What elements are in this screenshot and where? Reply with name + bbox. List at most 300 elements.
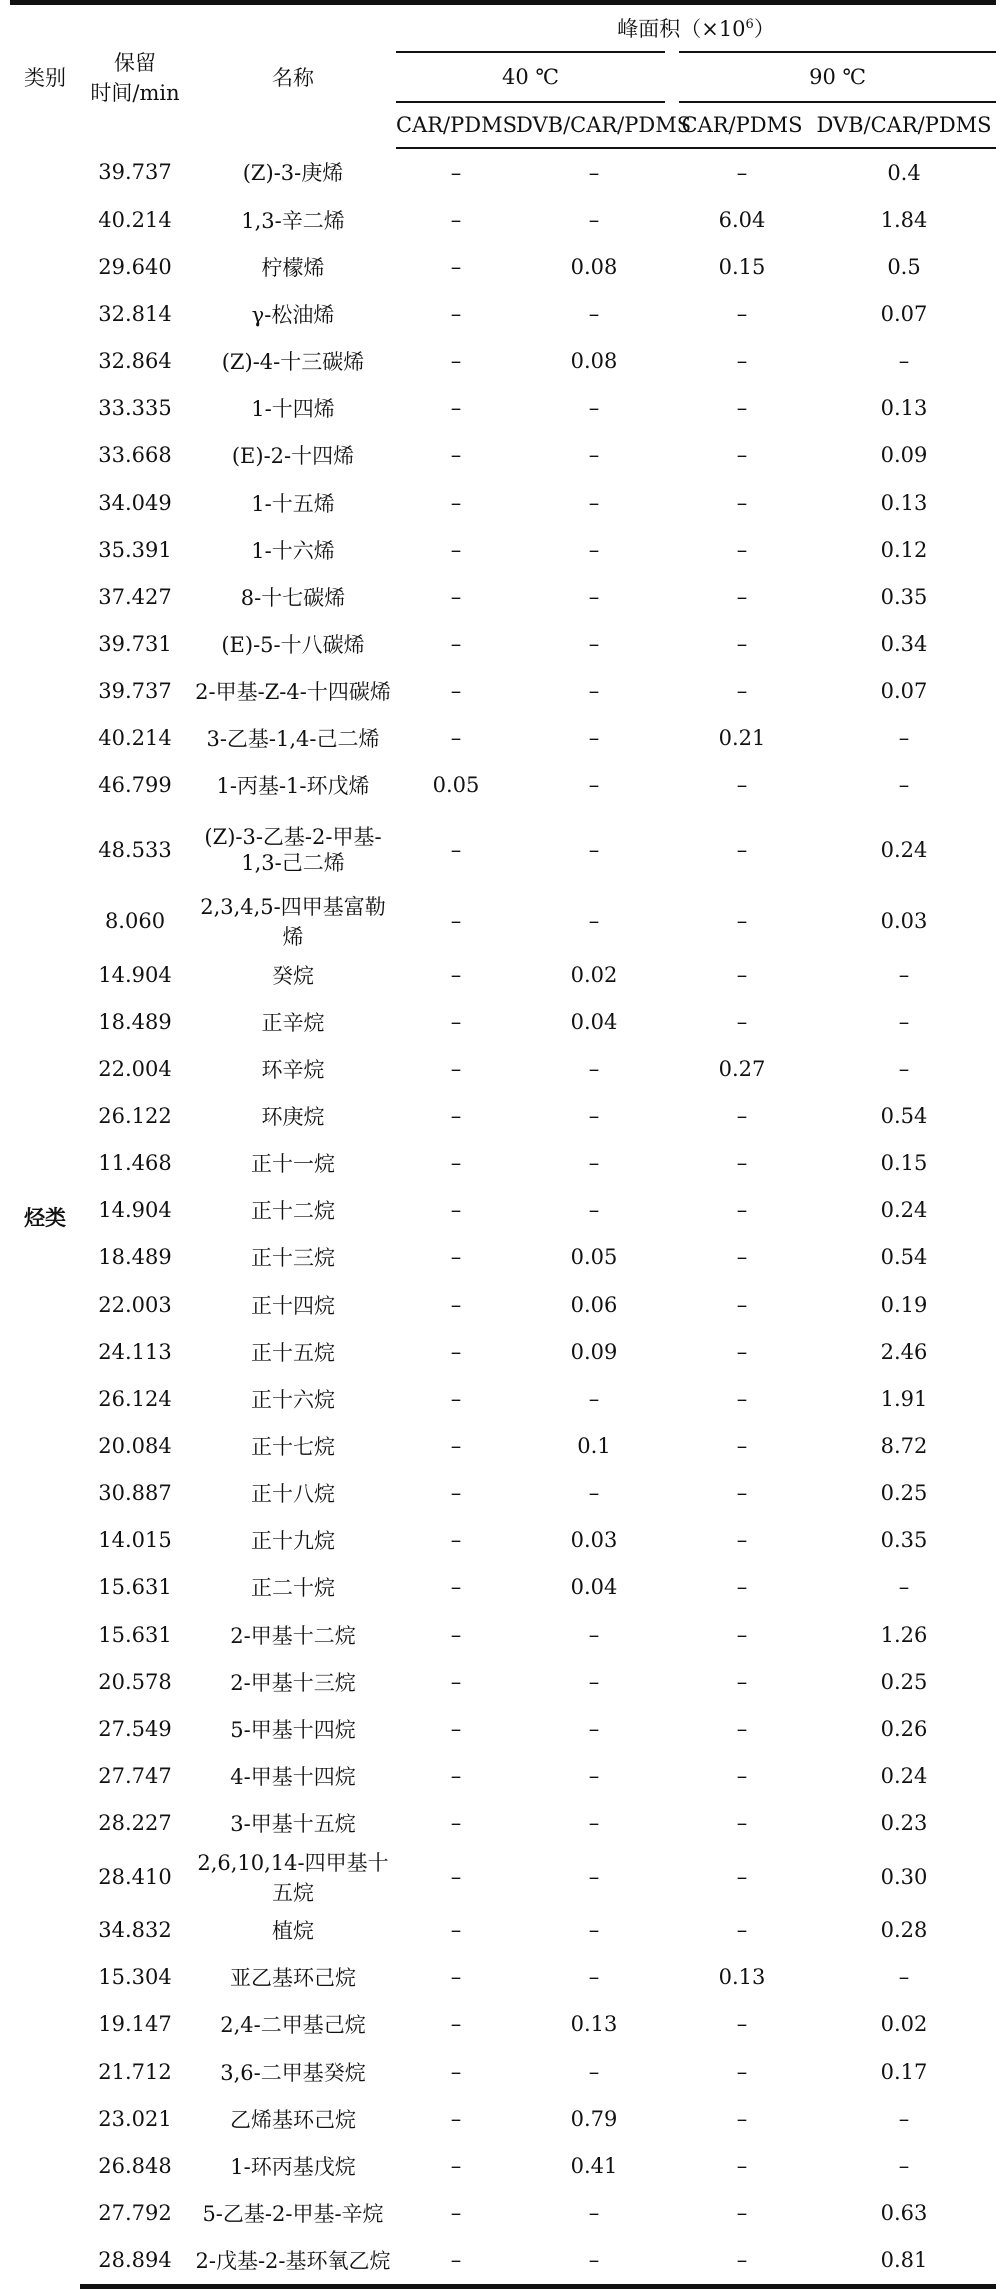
table-row <box>10 2001 996 2048</box>
header-name: 名称 <box>190 3 396 149</box>
peak-area-cell: – <box>736 1292 748 1317</box>
peak-area-cell: 0.30 <box>880 1864 928 1889</box>
retention-time-cell: 34.832 <box>98 1918 172 1943</box>
peak-area-cell: – <box>588 726 600 751</box>
retention-time-cell: 28.410 <box>98 1864 172 1889</box>
peak-area-cell: – <box>450 1622 462 1647</box>
peak-area-cell: – <box>588 1103 600 1128</box>
peak-area-cell: 8.72 <box>880 1433 928 1458</box>
retention-time-cell: 35.391 <box>98 537 172 562</box>
peak-area-cell: – <box>588 1965 600 1990</box>
table-row <box>10 2142 996 2189</box>
peak-area-cell: 0.13 <box>880 490 928 515</box>
retention-time-cell: 37.427 <box>98 584 172 609</box>
retention-time-cell: 27.792 <box>98 2201 172 2226</box>
compound-name-line: 2-甲基十三烷 <box>230 1670 356 1695</box>
peak-area-cell: – <box>450 631 462 656</box>
peak-area-cell: – <box>450 908 462 933</box>
table-row <box>10 1564 996 1611</box>
peak-area-cell: – <box>898 1965 910 1990</box>
retention-time-cell: 40.214 <box>98 726 172 751</box>
retention-time-cell: 39.731 <box>98 631 172 656</box>
compound-name-line: 正十三烷 <box>251 1246 335 1271</box>
peak-area-cell: 0.07 <box>880 679 928 704</box>
peak-area-cell: – <box>736 349 748 374</box>
peak-area-cell: – <box>450 1386 462 1411</box>
peak-area-cell: – <box>450 2106 462 2131</box>
peak-area-cell: – <box>898 1056 910 1081</box>
peak-area-cell: – <box>450 1918 462 1943</box>
compound-name-cell <box>190 1375 396 1422</box>
compound-name-line: 正十九烷 <box>251 1529 335 1554</box>
peak-area-cell: – <box>450 1528 462 1553</box>
peak-area-cell: 0.24 <box>880 837 928 862</box>
compound-name-cell <box>190 1092 396 1139</box>
compound-name-line: 1-十六烯 <box>251 538 335 563</box>
peak-area-cell: – <box>588 1481 600 1506</box>
peak-area-cell: – <box>736 1622 748 1647</box>
peak-area-cell: – <box>588 301 600 326</box>
peak-area-cell: 0.08 <box>570 349 618 374</box>
compound-name-cell <box>190 1470 396 1517</box>
table-row <box>10 1187 996 1234</box>
peak-area-cell: – <box>450 1292 462 1317</box>
compound-name-cell <box>190 1517 396 1564</box>
peak-area-cell: – <box>588 584 600 609</box>
peak-area-cell: – <box>898 349 910 374</box>
peak-area-cell: 0.15 <box>880 1151 928 1176</box>
peak-area-cell: – <box>588 679 600 704</box>
compound-name-cell <box>190 2095 396 2142</box>
compound-name-line: 正十五烷 <box>251 1340 335 1365</box>
table-row <box>10 1140 996 1187</box>
header-retention-time: 保留 时间/min <box>80 3 190 149</box>
peak-area-cell: 1.26 <box>880 1622 928 1647</box>
peak-area-cell: – <box>736 1386 748 1411</box>
peak-area-cell: – <box>736 1763 748 1788</box>
compound-name-line: 正十七烷 <box>251 1434 335 1459</box>
compound-name-line: γ-松油烯 <box>251 302 335 327</box>
peak-area-cell: – <box>588 396 600 421</box>
retention-time-cell: 21.712 <box>98 2059 172 2084</box>
peak-area-cell: 0.19 <box>880 1292 928 1317</box>
retention-time-cell: 22.003 <box>98 1292 172 1317</box>
table-row <box>10 951 996 998</box>
peak-area-cell: – <box>736 631 748 656</box>
compound-name-line: 正十八烷 <box>251 1482 335 1507</box>
peak-area-cell: – <box>736 2106 748 2131</box>
peak-area-cell: 0.05 <box>432 773 480 798</box>
compound-name-cell <box>190 1907 396 1954</box>
peak-area-cell: – <box>588 2059 600 2084</box>
retention-time-cell: 14.015 <box>98 1528 172 1553</box>
retention-time-cell: 19.147 <box>98 2012 172 2037</box>
compound-table <box>10 0 996 2289</box>
peak-area-cell: 0.23 <box>880 1811 928 1836</box>
compound-name-cell <box>190 2142 396 2189</box>
peak-area-cell: – <box>588 1811 600 1836</box>
peak-area-cell: – <box>736 2201 748 2226</box>
compound-name-line: (Z)-4-十三碳烯 <box>221 350 365 375</box>
peak-area-cell: 0.34 <box>880 631 928 656</box>
peak-area-cell: – <box>396 2237 516 2287</box>
peak-area-cell: – <box>450 2059 462 2084</box>
compound-name-cell <box>190 1800 396 1847</box>
table-body <box>10 148 996 2286</box>
peak-area-cell: 0.27 <box>718 1056 766 1081</box>
peak-area-cell: 0.21 <box>718 726 766 751</box>
peak-area-cell: – <box>736 443 748 468</box>
peak-area-cell: – <box>588 1918 600 1943</box>
compound-name-cell <box>190 620 396 667</box>
compound-name-cell <box>190 1234 396 1281</box>
compound-name-cell <box>190 338 396 385</box>
peak-area-cell: – <box>588 537 600 562</box>
table-row <box>10 1907 996 1954</box>
peak-area-cell: – <box>588 1386 600 1411</box>
table-row <box>10 2048 996 2095</box>
peak-area-cell: – <box>588 1763 600 1788</box>
table-row <box>10 338 996 385</box>
retention-time-cell: 32.814 <box>98 301 172 326</box>
table-row <box>10 668 996 715</box>
peak-area-cell: – <box>736 537 748 562</box>
retention-time-cell: 15.304 <box>98 1965 172 1990</box>
peak-area-cell: – <box>450 1339 462 1364</box>
peak-area-cell: 0.25 <box>880 1669 928 1694</box>
peak-area-cell: – <box>450 160 462 185</box>
table-row <box>10 2095 996 2142</box>
peak-area-cell: – <box>450 584 462 609</box>
peak-area-cell: 0.04 <box>570 1009 618 1034</box>
peak-area-cell: – <box>736 1151 748 1176</box>
compound-name-line: 3-甲基十五烷 <box>230 1812 356 1837</box>
compound-name-cell <box>190 1281 396 1328</box>
peak-area-cell: – <box>736 773 748 798</box>
compound-name-line: 植烷 <box>272 1919 314 1944</box>
compound-name-line: 正二十烷 <box>251 1576 335 1601</box>
retention-time-cell: 27.747 <box>98 1763 172 1788</box>
peak-area-cell: – <box>450 537 462 562</box>
peak-area-cell: – <box>736 584 748 609</box>
retention-time-cell: 32.864 <box>98 349 172 374</box>
retention-time-cell: 28.227 <box>98 1811 172 1836</box>
retention-time-cell: 23.021 <box>98 2106 172 2131</box>
peak-area-cell: – <box>736 908 748 933</box>
retention-time-cell: 26.124 <box>98 1386 172 1411</box>
compound-name-cell <box>190 1752 396 1799</box>
compound-name-cell <box>190 1705 396 1752</box>
compound-name-cell <box>190 148 396 196</box>
compound-name-line: 1-十四烯 <box>251 397 335 422</box>
peak-area-cell: 0.03 <box>570 1528 618 1553</box>
peak-area-cell: – <box>450 2153 462 2178</box>
peak-area-cell: 0.15 <box>718 254 766 279</box>
table-row <box>10 432 996 479</box>
retention-time-cell: 26.122 <box>98 1103 172 1128</box>
compound-name-line: 2,6,10,14-四甲基十五烷 <box>197 1850 389 1905</box>
peak-area-cell: – <box>736 962 748 987</box>
retention-time-cell: 34.049 <box>98 490 172 515</box>
compound-name-cell <box>190 891 396 951</box>
peak-area-cell: – <box>736 490 748 515</box>
peak-area-cell: 0.08 <box>570 254 618 279</box>
compound-name-cell <box>190 1658 396 1705</box>
peak-area-cell: 0.12 <box>880 537 928 562</box>
peak-area-cell: – <box>450 1198 462 1223</box>
compound-name-cell <box>190 2237 396 2287</box>
peak-area-cell: 0.09 <box>570 1339 618 1364</box>
header-temp-90: 90 ℃ <box>672 52 996 102</box>
peak-area-cell: 1.84 <box>880 207 928 232</box>
compound-name-cell <box>190 385 396 432</box>
table-row <box>10 1422 996 1469</box>
table-row <box>10 891 996 951</box>
compound-name-cell <box>190 2001 396 2048</box>
compound-name-cell <box>190 290 396 337</box>
compound-name-line: 环辛烷 <box>261 1057 325 1082</box>
peak-area-cell: – <box>588 631 600 656</box>
table-row <box>10 1752 996 1799</box>
header-fiber: CAR/PDMS <box>672 102 812 148</box>
peak-area-cell: – <box>588 490 600 515</box>
peak-area-cell: – <box>736 160 748 185</box>
compound-name-cell <box>190 998 396 1045</box>
header-peak-area: 峰面积$(\times 10^6)$ <box>396 3 996 53</box>
retention-time-cell: 20.578 <box>98 1669 172 1694</box>
peak-area-cell: – <box>898 726 910 751</box>
peak-area-cell: – <box>736 1339 748 1364</box>
peak-area-cell: 0.13 <box>880 396 928 421</box>
peak-area-cell: 0.02 <box>880 2012 928 2037</box>
peak-area-cell: – <box>450 1763 462 1788</box>
table-row <box>10 1611 996 1658</box>
compound-name-line: 环庚烷 <box>261 1104 325 1129</box>
peak-area-cell: – <box>898 962 910 987</box>
retention-time-cell: 18.489 <box>98 1009 172 1034</box>
peak-area-cell: – <box>450 1433 462 1458</box>
compound-name-cell <box>190 1328 396 1375</box>
peak-area-cell: – <box>736 1009 748 1034</box>
compound-name-cell <box>190 668 396 715</box>
peak-area-cell: – <box>450 1151 462 1176</box>
table-row <box>10 1092 996 1139</box>
peak-area-cell: – <box>450 1245 462 1270</box>
compound-name-line: 正十四烷 <box>251 1293 335 1318</box>
table-container <box>10 0 996 2289</box>
peak-area-cell: – <box>450 1811 462 1836</box>
peak-area-cell: – <box>736 1528 748 1553</box>
peak-area-cell: – <box>516 2237 672 2287</box>
compound-name-line: 5-乙基-2-甲基-辛烷 <box>202 2202 384 2227</box>
peak-area-cell: – <box>898 2153 910 2178</box>
peak-area-cell: – <box>588 908 600 933</box>
compound-name-line: 1,3-己二烯 <box>241 850 345 875</box>
peak-area-cell: 0.02 <box>570 962 618 987</box>
retention-time-cell: 8.060 <box>104 908 166 933</box>
peak-area-cell: – <box>672 2237 812 2287</box>
compound-name-cell <box>190 1564 396 1611</box>
peak-area-cell: – <box>588 1669 600 1694</box>
retention-time-cell: 39.737 <box>98 679 172 704</box>
compound-name-cell <box>190 1611 396 1658</box>
table-row <box>10 1045 996 1092</box>
peak-area-cell: – <box>450 962 462 987</box>
peak-area-cell: 0.41 <box>570 2153 618 2178</box>
table-row <box>10 1954 996 2001</box>
retention-time-cell: 14.904 <box>98 962 172 987</box>
peak-area-cell: – <box>450 207 462 232</box>
peak-area-cell: – <box>588 1716 600 1741</box>
retention-time-cell: 27.549 <box>98 1716 172 1741</box>
peak-area-cell: 0.06 <box>570 1292 618 1317</box>
peak-area-cell: – <box>736 1716 748 1741</box>
table-row <box>10 148 996 196</box>
table-row <box>10 1705 996 1752</box>
table-row <box>10 998 996 1045</box>
peak-area-cell: 0.79 <box>570 2106 618 2131</box>
table-row <box>10 573 996 620</box>
compound-name-line: 2,4-二甲基己烷 <box>220 2013 366 2038</box>
peak-area-cell: 0.24 <box>880 1198 928 1223</box>
retention-time-cell: 22.004 <box>98 1056 172 1081</box>
table-row <box>10 526 996 573</box>
peak-area-cell: – <box>898 773 910 798</box>
peak-area-cell: – <box>736 1481 748 1506</box>
compound-name-line: 1-环丙基戊烷 <box>230 2154 356 2179</box>
peak-area-cell: – <box>736 301 748 326</box>
compound-name-line: 3-乙基-1,4-己二烯 <box>206 727 380 752</box>
peak-area-cell: 6.04 <box>718 207 766 232</box>
table-row <box>10 1800 996 1847</box>
table-header <box>10 3 996 149</box>
peak-area-cell: 0.54 <box>880 1245 928 1270</box>
peak-area-cell: – <box>450 1103 462 1128</box>
retention-time-cell: 18.489 <box>98 1245 172 1270</box>
compound-name-cell <box>190 573 396 620</box>
peak-area-cell: – <box>450 726 462 751</box>
compound-name-line: 柠檬烯 <box>261 255 325 280</box>
header-fiber: DVB/CAR/PDMS <box>516 102 672 148</box>
peak-area-cell: – <box>450 301 462 326</box>
compound-name-line: (Z)-3-庚烯 <box>242 161 344 186</box>
header-temp-40: 40 ℃ <box>396 52 672 102</box>
compound-name-cell <box>190 762 396 809</box>
table-row <box>10 1328 996 1375</box>
compound-name-line: (Z)-3-乙基-2-甲基- <box>204 824 382 849</box>
peak-area-cell: 0.05 <box>570 1245 618 1270</box>
header-category: 类别 <box>10 3 80 149</box>
table-row <box>10 479 996 526</box>
peak-area-cell: – <box>588 1056 600 1081</box>
header-fiber: DVB/CAR/PDMS <box>812 102 996 148</box>
peak-area-cell: – <box>588 1151 600 1176</box>
table-row <box>10 2189 996 2236</box>
peak-area-cell: – <box>588 207 600 232</box>
peak-area-cell: – <box>898 1009 910 1034</box>
peak-area-cell: – <box>736 396 748 421</box>
peak-area-cell: – <box>450 1481 462 1506</box>
compound-name-line: 正辛烷 <box>261 1010 325 1035</box>
peak-area-cell: 2.46 <box>880 1339 928 1364</box>
peak-area-cell: 0.24 <box>880 1763 928 1788</box>
compound-name-line: 2-戊基-2-基环氧乙烷 <box>195 2249 391 2274</box>
compound-name-cell <box>190 2189 396 2236</box>
compound-name-line: 1-丙基-1-环戊烯 <box>216 774 370 799</box>
peak-area-cell: – <box>736 2153 748 2178</box>
category-cell: 烃类 <box>24 1205 66 1231</box>
peak-area-cell: 0.13 <box>718 1965 766 1990</box>
compound-name-line: 8-十七碳烯 <box>240 585 346 610</box>
retention-time-cell: 24.113 <box>98 1339 172 1364</box>
peak-area-cell: – <box>588 160 600 185</box>
peak-area-cell: – <box>736 1918 748 1943</box>
table-row <box>10 1470 996 1517</box>
compound-name-cell <box>190 2048 396 2095</box>
peak-area-cell: – <box>736 2059 748 2084</box>
peak-area-cell: 0.5 <box>887 254 921 279</box>
peak-area-cell: 0.25 <box>880 1481 928 1506</box>
peak-area-cell: – <box>736 679 748 704</box>
peak-area-cell: – <box>736 2012 748 2037</box>
compound-name-cell <box>190 1847 396 1907</box>
table-row <box>10 1375 996 1422</box>
compound-name-cell <box>190 432 396 479</box>
peak-area-cell: 0.07 <box>880 301 928 326</box>
peak-area-cell: 0.26 <box>880 1716 928 1741</box>
table-row <box>10 1517 996 1564</box>
table-row <box>10 385 996 432</box>
peak-area-cell: – <box>450 254 462 279</box>
compound-name-line: 1,3-辛二烯 <box>241 208 345 233</box>
retention-time-cell: 46.799 <box>98 773 172 798</box>
compound-name-line: 2-甲基-Z-4-十四碳烯 <box>195 680 391 705</box>
compound-name-line: 2-甲基十二烷 <box>230 1623 356 1648</box>
compound-name-cell <box>190 1045 396 1092</box>
peak-area-cell: – <box>450 2201 462 2226</box>
peak-area-cell: 0.81 <box>812 2237 996 2287</box>
peak-area-cell: – <box>588 837 600 862</box>
retention-time-cell: 29.640 <box>98 254 172 279</box>
peak-area-cell: – <box>450 679 462 704</box>
peak-area-cell: 0.13 <box>570 2012 618 2037</box>
peak-area-cell: 0.03 <box>880 908 928 933</box>
peak-area-cell: 0.04 <box>570 1575 618 1600</box>
peak-area-cell: – <box>450 349 462 374</box>
compound-name-cell <box>190 951 396 998</box>
table-row <box>10 809 996 891</box>
retention-time-cell: 14.904 <box>98 1198 172 1223</box>
compound-name-line: 亚乙基环己烷 <box>230 1966 356 1991</box>
peak-area-cell: 0.4 <box>887 160 921 185</box>
compound-name-line: 乙烯基环己烷 <box>230 2107 356 2132</box>
peak-area-cell: – <box>450 1965 462 1990</box>
peak-area-cell: 0.35 <box>880 584 928 609</box>
compound-name-line: 正十二烷 <box>251 1199 335 1224</box>
compound-name-line: 正十一烷 <box>251 1152 335 1177</box>
compound-name-line: (E)-5-十八碳烯 <box>221 632 365 657</box>
compound-name-cell <box>190 1140 396 1187</box>
compound-name-cell <box>190 196 396 243</box>
compound-name-line: 3,6-二甲基癸烷 <box>220 2060 366 2085</box>
retention-time-cell: 26.848 <box>98 2153 172 2178</box>
peak-area-cell: – <box>898 1575 910 1600</box>
table-row <box>10 715 996 762</box>
retention-time-cell: 15.631 <box>98 1575 172 1600</box>
compound-name-line: (E)-2-十四烯 <box>231 444 355 469</box>
peak-area-cell: – <box>450 1669 462 1694</box>
peak-area-cell: – <box>736 1433 748 1458</box>
